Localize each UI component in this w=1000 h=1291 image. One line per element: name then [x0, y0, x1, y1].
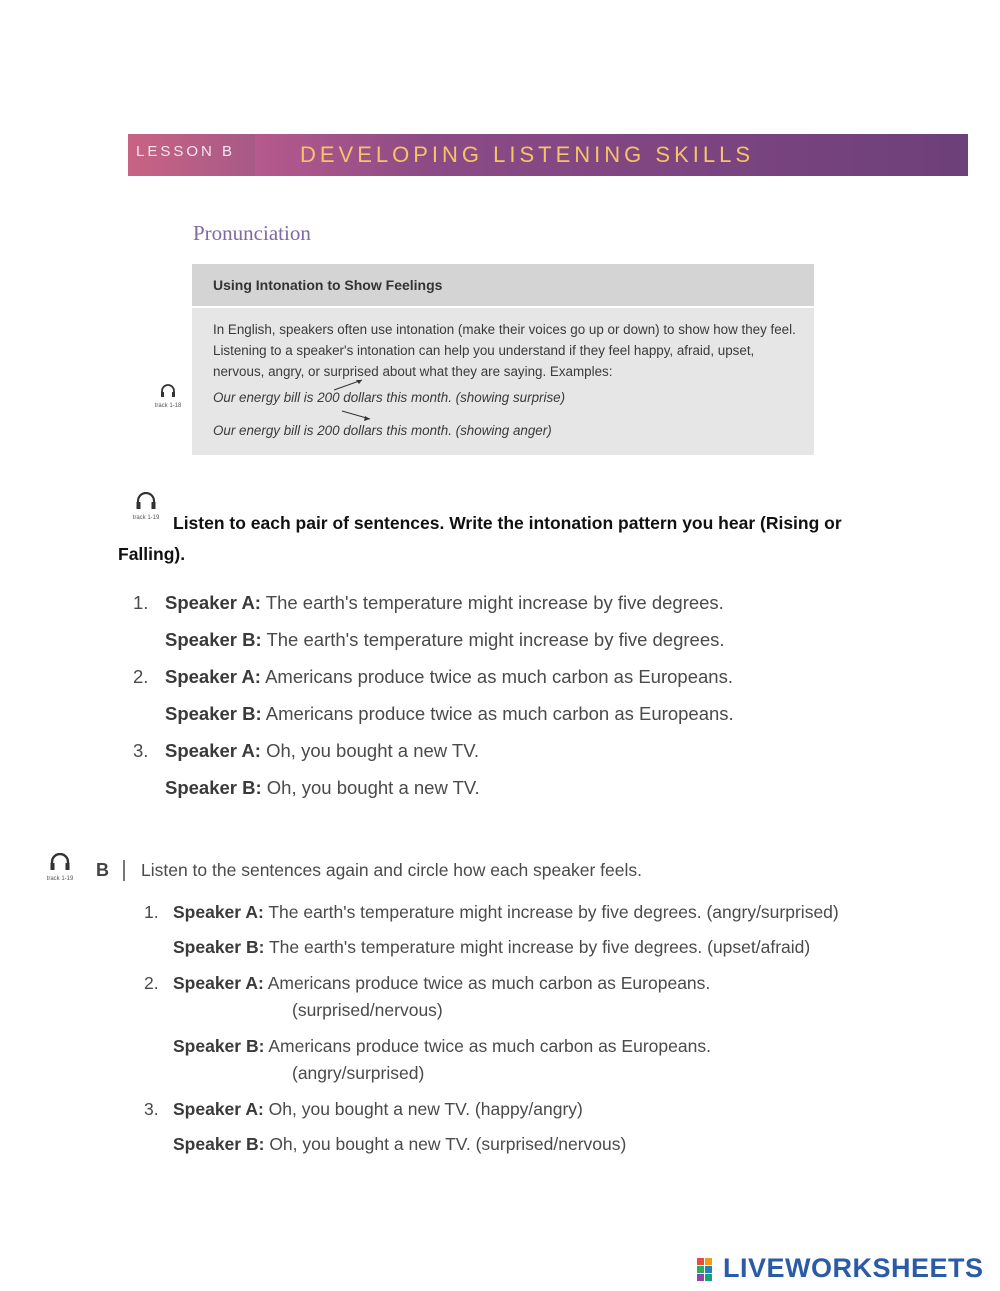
speaker-sentence: The earth's temperature might increase by five degrees. (angry/surprised) — [268, 902, 839, 922]
speaker-label: Speaker A: — [173, 1099, 264, 1119]
instruction-text — [118, 508, 878, 570]
track-label: track 1-19 — [132, 515, 160, 521]
speaker-sentence: Oh, you bought a new TV. (happy/angry) — [268, 1099, 583, 1119]
track-label: track 1-19 — [46, 876, 74, 882]
part-b-item-2-a-options: (surprised/nervous) — [292, 1000, 443, 1020]
part-a-item-1-speaker-b — [165, 629, 725, 651]
speaker-sentence: Oh, you bought a new TV. — [266, 777, 480, 798]
speaker-label: Speaker A: — [165, 740, 261, 761]
track-1-19-b-marker[interactable] — [38, 853, 82, 882]
speaker-label: Speaker A: — [173, 902, 264, 922]
pronunciation-box — [192, 264, 814, 455]
track-label: track 1-18 — [154, 403, 182, 409]
track-1-18-marker[interactable] — [150, 384, 186, 409]
example-1-note: (showing surprise) — [455, 390, 566, 405]
lesson-banner — [128, 134, 968, 176]
part-b-item-1-speaker-b — [173, 937, 810, 958]
example-1-sentence: Our energy bill is 200 dollars this month. — [213, 390, 452, 405]
instruction-line: Listen to each pair of sentences. Write the intonation pattern you hear (Rising or Falling). — [118, 513, 842, 564]
item-number: 1. — [144, 902, 159, 922]
part-a-item-2-speaker-b — [165, 703, 734, 725]
part-b-item-2-speaker-b — [173, 1036, 711, 1057]
pronunciation-box-header — [192, 264, 814, 308]
speaker-label: Speaker B: — [173, 1134, 265, 1154]
speaker-label: Speaker A: — [173, 973, 264, 993]
speaker-sentence: Americans produce twice as much carbon as Europeans. — [267, 973, 711, 993]
part-a-item-2-speaker-a — [165, 666, 733, 688]
part-a-item-1-speaker-a — [165, 592, 724, 614]
part-b-letter: B — [96, 860, 109, 880]
part-b-instruction: Listen to the sentences again and circle how each speaker feels. — [141, 860, 643, 880]
item-number: 3. — [144, 1099, 159, 1119]
headphones-icon — [160, 384, 176, 398]
falling-arrow-icon — [340, 408, 376, 422]
speaker-label: Speaker B: — [173, 937, 265, 957]
speaker-sentence: The earth's temperature might increase by five degrees. (upset/afraid) — [268, 937, 811, 957]
logo-text: LIVEWORKSHEETS — [723, 1253, 984, 1283]
speaker-label: Speaker B: — [173, 1036, 265, 1056]
speaker-label: Speaker B: — [165, 703, 262, 724]
part-b-item-3-speaker-b — [173, 1134, 626, 1155]
part-a-item-3-speaker-a — [165, 740, 479, 762]
part-b-item-2-b-options: (angry/surprised) — [292, 1063, 425, 1083]
example-1 — [213, 390, 565, 405]
speaker-sentence: Oh, you bought a new TV. — [266, 740, 480, 761]
part-b-divider — [123, 860, 125, 881]
example-2-note: (showing anger) — [455, 423, 552, 438]
example-2 — [213, 423, 552, 438]
pronunciation-box-title: Using Intonation to Show Feelings — [213, 277, 443, 293]
item-number: 3. — [133, 740, 149, 761]
lesson-title: DEVELOPING LISTENING SKILLS — [300, 142, 755, 167]
pronunciation-heading: Pronunciation — [193, 221, 311, 245]
speaker-label: Speaker B: — [165, 629, 262, 650]
lesson-label: LESSON B — [128, 134, 255, 176]
part-b-item-2-speaker-a — [173, 973, 710, 994]
example-2-sentence: Our energy bill is 200 dollars this month. — [213, 423, 452, 438]
item-number: 2. — [133, 666, 149, 687]
item-number: 1. — [133, 592, 149, 613]
item-number: 2. — [144, 973, 159, 993]
speaker-sentence: The earth's temperature might increase by five degrees. — [265, 592, 724, 613]
speaker-sentence: Americans produce twice as much carbon as Europeans. — [268, 1036, 711, 1056]
speaker-sentence: Americans produce twice as much carbon as Europeans. — [265, 666, 733, 687]
speaker-label: Speaker A: — [165, 666, 261, 687]
headphones-icon — [49, 853, 71, 871]
speaker-sentence: Oh, you bought a new TV. (surprised/nervous) — [269, 1134, 627, 1154]
speaker-label: Speaker A: — [165, 592, 261, 613]
part-b-item-3-speaker-a — [173, 1099, 583, 1120]
speaker-label: Speaker B: — [165, 777, 262, 798]
pronunciation-body: In English, speakers often use intonation (make their voices go up or down) to show how they feel. Listening to a speaker's intonation can help you understand if they feel happy, afraid, upset, nervous, angry, or surprised about what they are saying. Examples: — [213, 322, 796, 379]
speaker-sentence: The earth's temperature might increase by five degrees. — [266, 629, 725, 650]
logo-blocks-icon — [697, 1258, 721, 1282]
part-a-item-3-speaker-b — [165, 777, 480, 799]
part-b-item-1-speaker-a — [173, 902, 839, 923]
speaker-sentence: Americans produce twice as much carbon as Europeans. — [265, 703, 734, 724]
